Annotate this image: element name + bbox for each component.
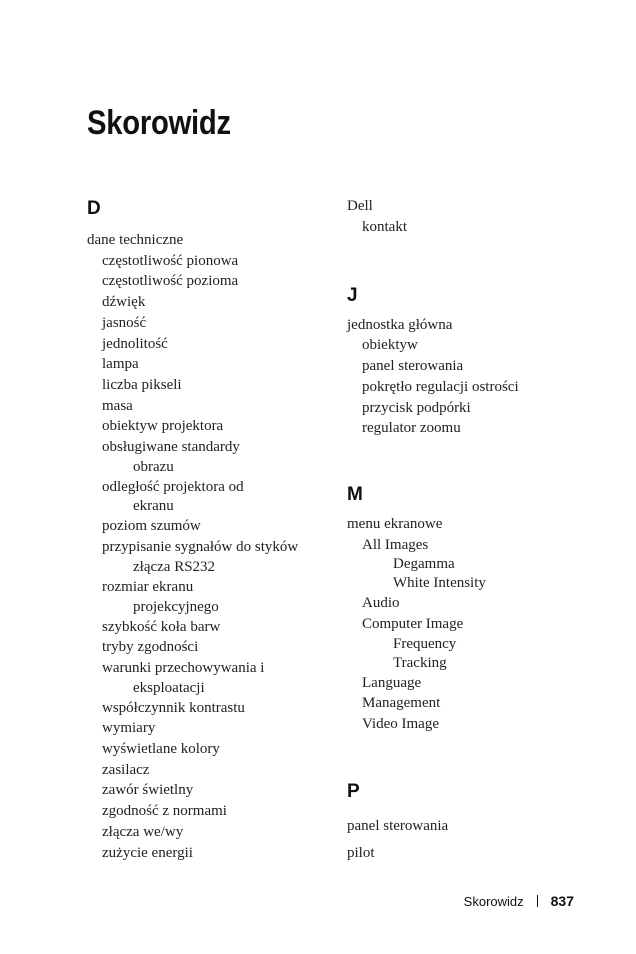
index-subentry: obiektyw projektora	[102, 418, 224, 435]
index-subentry: zasilacz	[102, 761, 150, 778]
index-subentry: złącza we/wy	[102, 823, 184, 840]
index-subsubentry: ekranu	[133, 498, 174, 515]
index-subentry: warunki przechowywania i	[102, 659, 265, 676]
index-letter-d: D	[87, 198, 101, 219]
index-entries	[347, 813, 597, 867]
index-entry: dane techniczne	[87, 232, 184, 248]
index-subentry: poziom szumów	[102, 518, 201, 535]
index-subentry: obsługiwane standardy	[102, 439, 240, 456]
index-subentry: częstotliwość pozioma	[102, 273, 239, 290]
index-subsubentry: obrazu	[133, 458, 174, 475]
index-subentry: Video Image	[362, 716, 439, 733]
index-entry: panel sterowania	[347, 817, 449, 834]
index-subentry: All Images	[362, 536, 429, 553]
index-column-right	[347, 196, 597, 867]
index-subentry: dźwięk	[102, 294, 146, 311]
index-subsubentry: Degamma	[393, 556, 455, 573]
index-subentry: jednolitość	[102, 335, 168, 352]
index-subentries	[347, 535, 597, 735]
index-subentry: Audio	[362, 595, 400, 612]
index-subentry: rozmiar ekranu	[102, 578, 194, 595]
index-subentry: zawór świetlny	[102, 782, 194, 799]
index-subentry: częstotliwość pionowa	[102, 252, 239, 269]
index-subsubentry: Frequency	[393, 635, 457, 652]
index-subentry: przycisk podpórki	[362, 399, 471, 416]
index-entry: menu ekranowe	[347, 515, 443, 532]
index-subentry: przypisanie sygnałów do styków	[102, 539, 299, 556]
index-subentry: odległość projektora od	[102, 478, 244, 495]
index-entry: jednostka główna	[347, 316, 453, 333]
index-column-left	[87, 196, 349, 863]
index-subsubentry: projekcyjnego	[133, 598, 219, 615]
index-subentry: lampa	[102, 356, 139, 373]
index-subsubentry: eksploatacji	[133, 679, 205, 696]
page-footer	[464, 893, 574, 909]
index-subentry: współczynnik kontrastu	[102, 699, 245, 716]
index-letter-p: P	[347, 780, 360, 802]
index-subentry: zużycie energii	[102, 844, 193, 861]
index-subentry: szybkość koła barw	[102, 618, 221, 635]
index-subentry: wymiary	[102, 720, 156, 737]
index-letter-m: M	[347, 483, 363, 505]
index-subentry: pokrętło regulacji ostrości	[362, 378, 519, 395]
index-subentries	[347, 335, 597, 439]
page-title: Skorowidz	[87, 104, 231, 142]
index-subentries	[87, 251, 349, 864]
index-subentry: jasność	[102, 314, 147, 331]
index-subentry: zgodność z normami	[102, 803, 227, 820]
index-subentry: masa	[102, 397, 133, 414]
index-subentry: kontakt	[362, 219, 407, 235]
index-subentry: obiektyw	[362, 337, 418, 354]
footer-label: Skorowidz	[463, 893, 524, 909]
index-entry: Dell	[347, 198, 373, 214]
index-subentry: Computer Image	[362, 616, 464, 633]
index-subentry: regulator zoomu	[362, 420, 461, 437]
index-subentry: wyświetlane kolory	[102, 741, 220, 758]
page-number: 837	[550, 893, 574, 909]
index-entry: pilot	[347, 844, 375, 861]
index-subsubentry: Tracking	[393, 654, 447, 671]
index-subsubentry: złącza RS232	[133, 558, 216, 575]
index-subentry: tryby zgodności	[102, 639, 199, 656]
index-letter-j: J	[347, 284, 358, 306]
index-subentry: panel sterowania	[362, 358, 464, 375]
index-subentry: Management	[362, 695, 441, 712]
index-subentry: liczba pikseli	[102, 376, 182, 393]
index-subentry: Language	[362, 674, 422, 691]
footer-divider	[537, 895, 538, 907]
index-subsubentry: White Intensity	[393, 575, 486, 592]
